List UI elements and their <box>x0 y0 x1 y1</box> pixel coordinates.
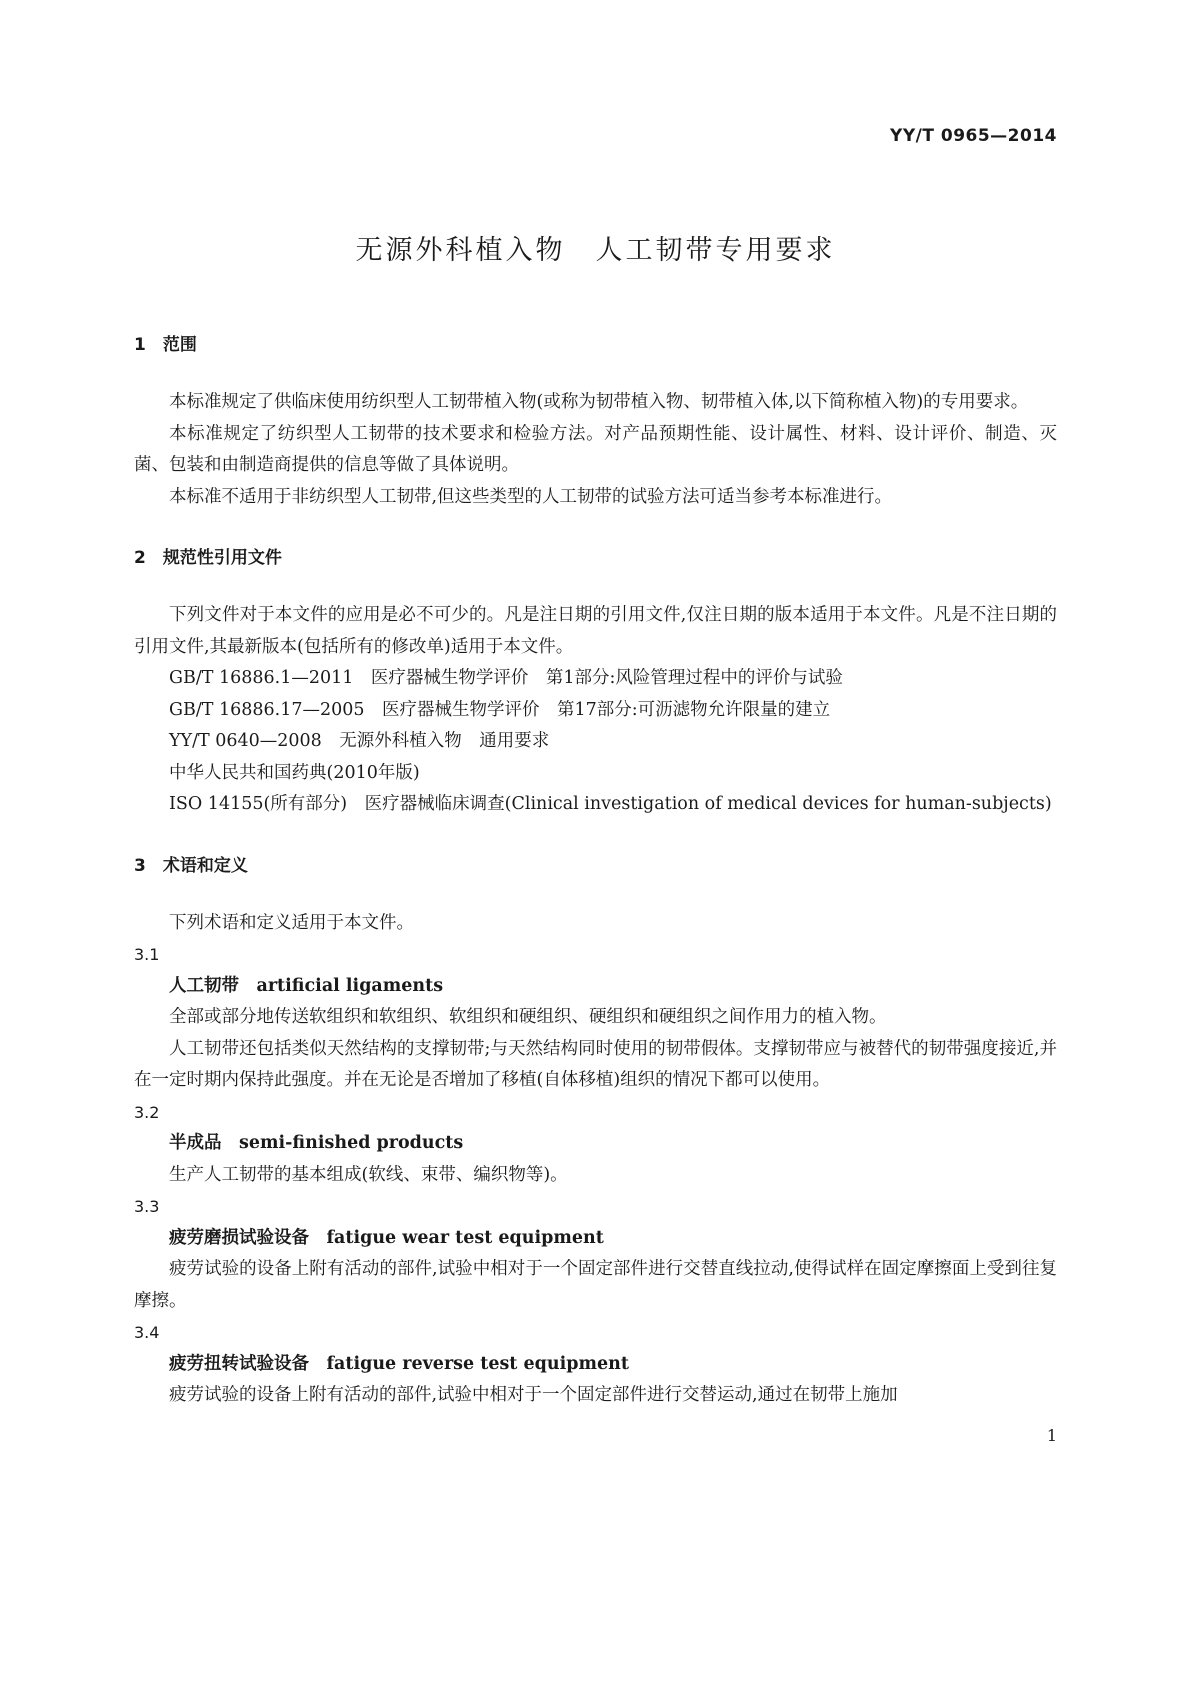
term-number: 3.2 <box>134 1102 160 1122</box>
section-1-paragraph: 本标准不适用于非纺织型人工韧带,但这些类型的人工韧带的试验方法可适当参考本标准进行。 <box>169 486 893 507</box>
section-1-paragraph: 本标准规定了纺织型人工韧带的技术要求和检验方法。对产品预期性能、设计属性、材料、设计评价、制造、灭菌、包装和由制造商提供的信息等做了具体说明。 <box>134 423 1057 475</box>
document-title: 无源外科植入物 人工韧带专用要求 <box>355 235 836 266</box>
reference-item: GB/T 16886.1—2011 医疗器械生物学评价 第1部分:风险管理过程中的评价与试验 <box>169 668 843 688</box>
term-definition: 疲劳试验的设备上附有活动的部件,试验中相对于一个固定部件进行交替运动,通过在韧带上施加 <box>169 1385 898 1405</box>
page-number: 1 <box>1046 1426 1057 1445</box>
reference-item: GB/T 16886.17—2005 医疗器械生物学评价 第17部分:可沥滤物允许限量的建立 <box>169 699 831 720</box>
reference-item: ISO 14155(所有部分) 医疗器械临床调查(Clinical investigation of medical devices for human-subjects) <box>169 794 1052 814</box>
term-title: 疲劳扭转试验设备 fatigue reverse test equipment <box>169 1353 629 1374</box>
term-number: 3.3 <box>134 1197 160 1216</box>
section-3-heading: 3 术语和定义 <box>134 855 248 876</box>
section-2-heading: 2 规范性引用文件 <box>134 548 282 568</box>
reference-item: 中华人民共和国药典(2010年版) <box>169 762 420 783</box>
term-title: 半成品 semi-finished products <box>169 1133 464 1153</box>
term-title: 人工韧带 artificial ligaments <box>169 975 444 996</box>
term-definition: 疲劳试验的设备上附有活动的部件,试验中相对于一个固定部件进行交替直线拉动,使得试样在固定摩擦面上受到往复摩擦。 <box>134 1259 1057 1311</box>
term-definition: 人工韧带还包括类似天然结构的支撑韧带;与天然结构同时使用的韧带假体。支撑韧带应与被替代的韧带强度接近,并在一定时期内保持此强度。并在无论是否增加了移植(自体移植)组织的情况下都可以使用。 <box>134 1038 1057 1090</box>
reference-item: YY/T 0640—2008 无源外科植入物 通用要求 <box>169 731 550 751</box>
standard-number: YY/T 0965—2014 <box>890 126 1057 146</box>
section-1-heading: 1 范围 <box>134 335 197 355</box>
section-2-intro: 下列文件对于本文件的应用是必不可少的。凡是注日期的引用文件,仅注日期的版本适用于本文件。凡是不注日期的引用文件,其最新版本(包括所有的修改单)适用于本文件。 <box>134 605 1057 657</box>
term-number: 3.4 <box>134 1323 160 1342</box>
document-body <box>134 330 1057 1412</box>
section-1-paragraph: 本标准规定了供临床使用纺织型人工韧带植入物(或称为韧带植入物、韧带植入体,以下简称植入物)的专用要求。 <box>169 392 1029 412</box>
term-number: 3.1 <box>134 945 160 964</box>
section-3-intro: 下列术语和定义适用于本文件。 <box>169 912 414 933</box>
term-definition: 生产人工韧带的基本组成(软线、束带、编织物等)。 <box>169 1164 568 1185</box>
term-title: 疲劳磨损试验设备 fatigue wear test equipment <box>169 1227 604 1248</box>
term-definition: 全部或部分地传送软组织和软组织、软组织和硬组织、硬组织和硬组织之间作用力的植入物。 <box>169 1007 887 1027</box>
